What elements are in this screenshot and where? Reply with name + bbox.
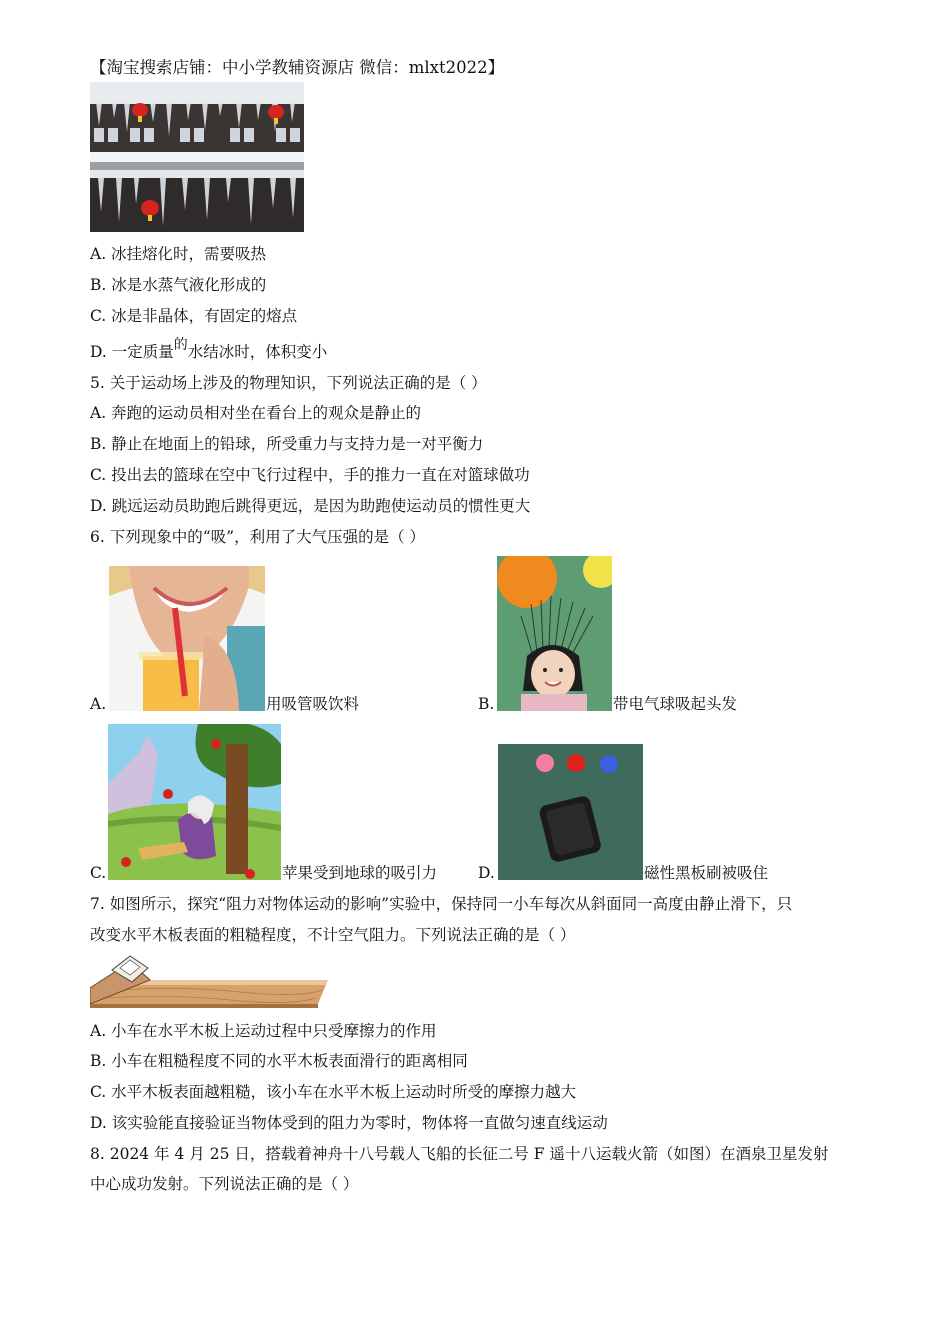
q7-option-b: B. 小车在粗糙程度不同的水平木板表面滑行的距离相同 bbox=[90, 1052, 468, 1070]
q5-option-d: D. 跳远运动员助跑后跳得更远，是因为助跑使运动员的惯性更大 bbox=[90, 497, 531, 515]
q4-option-d bbox=[90, 337, 328, 363]
q6-stem: 6. 下列现象中的“吸”，利用了大气压强的是（ ） bbox=[90, 528, 425, 546]
incline-board-diagram bbox=[90, 954, 330, 1008]
q8-stem-line1: 8. 2024 年 4 月 25 日，搭载着神舟十八号载人飞船的长征二号 F 遥十八运载火箭（如图）在酒泉卫星发射 bbox=[90, 1145, 829, 1163]
q4-option-b: B. 冰是水蒸气液化形成的 bbox=[90, 276, 267, 294]
newton-apple-illustration bbox=[108, 724, 281, 880]
q7-option-a: A. 小车在水平木板上运动过程中只受摩擦力的作用 bbox=[90, 1022, 437, 1040]
q6-option-c-letter: C. bbox=[90, 864, 107, 882]
q6-option-d-text: 磁性黑板刷被吸住 bbox=[644, 864, 769, 882]
straw-drinking-photo bbox=[109, 566, 265, 711]
q6-option-b-letter: B. bbox=[478, 695, 495, 713]
q6-option-a-text: 用吸管吸饮料 bbox=[266, 695, 360, 713]
q7-option-c: C. 水平木板表面越粗糙，该小车在水平木板上运动时所受的摩擦力越大 bbox=[90, 1083, 577, 1101]
q7-stem-line2: 改变水平木板表面的粗糙程度，不计空气阻力。下列说法正确的是（ ） bbox=[90, 926, 576, 944]
magnetic-eraser-photo bbox=[498, 744, 643, 880]
q6-option-a-letter: A. bbox=[90, 695, 107, 713]
q7-option-d: D. 该实验能直接验证当物体受到的阻力为零时，物体将一直做匀速直线运动 bbox=[90, 1114, 608, 1132]
q5-option-c: C. 投出去的篮球在空中飞行过程中，手的推力一直在对篮球做功 bbox=[90, 466, 530, 484]
header-banner: 【淘宝搜索店铺：中小学教辅资源店 微信：mlxt2022】 bbox=[90, 58, 505, 77]
icicle-photo bbox=[90, 82, 304, 232]
balloon-hair-photo bbox=[497, 556, 612, 711]
q5-option-a: A. 奔跑的运动员相对坐在看台上的观众是静止的 bbox=[90, 404, 422, 422]
q6-option-c-text: 苹果受到地球的吸引力 bbox=[282, 864, 438, 882]
q4-option-d-prefix: D. 一定质量 bbox=[90, 343, 174, 361]
q5-option-b: B. 静止在地面上的铅球，所受重力与支持力是一对平衡力 bbox=[90, 435, 484, 453]
q4-option-d-suffix: 水结冰时，体积变小 bbox=[187, 343, 328, 361]
q6-option-b-text: 带电气球吸起头发 bbox=[613, 695, 738, 713]
q8-stem-line2: 中心成功发射。下列说法正确的是（ ） bbox=[90, 1175, 359, 1193]
q6-option-d-letter: D. bbox=[478, 864, 495, 882]
q5-stem: 5. 关于运动场上涉及的物理知识，下列说法正确的是（ ） bbox=[90, 374, 487, 392]
q4-option-a: A. 冰挂熔化时，需要吸热 bbox=[90, 245, 267, 263]
q4-option-d-superscript: 的 bbox=[173, 337, 188, 353]
q7-stem-line1: 7. 如图所示，探究“阻力对物体运动的影响”实验中，保持同一小车每次从斜面同一高度由静止滑下，只 bbox=[90, 895, 793, 913]
q4-option-c: C. 冰是非晶体，有固定的熔点 bbox=[90, 307, 298, 325]
